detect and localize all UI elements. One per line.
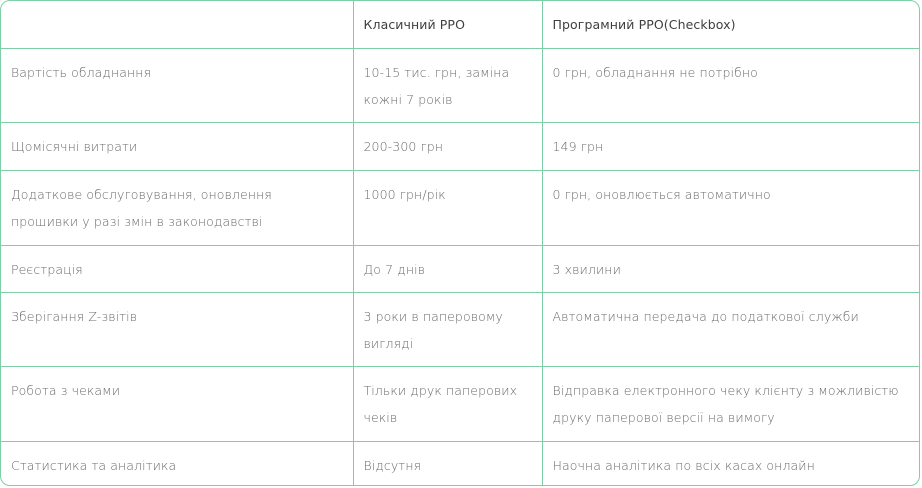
table-row bbox=[1, 292, 920, 366]
classic-value: 1000 грн/рік bbox=[353, 170, 542, 245]
classic-value: 10-15 тис. грн, заміна кожні 7 років bbox=[353, 48, 542, 122]
software-value: Наочна аналітика по всіх касах онлайн bbox=[552, 457, 815, 473]
header-classic-rro: Класичний РРО bbox=[353, 1, 542, 48]
row-label: Робота з чеками bbox=[1, 366, 353, 441]
table-row bbox=[1, 48, 920, 122]
row-label: Статистика та аналітика bbox=[1, 441, 353, 486]
header-software-rro: Програмний РРО(Checkbox) bbox=[542, 1, 920, 48]
table-row bbox=[1, 366, 920, 441]
table-row bbox=[1, 170, 920, 245]
row-label: Додаткове обслуговування, оновлення прошивки у разі змін в законодавстві bbox=[1, 170, 353, 245]
software-value: Відправка електронного чеку клієнту з можливістю друку паперової версії на вимогу bbox=[542, 366, 920, 441]
table-row bbox=[1, 245, 920, 292]
software-value: Автоматична передача до податкової служби bbox=[542, 292, 920, 366]
classic-value: Тільки друк паперових чеків bbox=[353, 366, 542, 441]
row-label: Реєстрація bbox=[1, 245, 353, 292]
table-row bbox=[1, 441, 920, 486]
software-value: 0 грн, обладнання не потрібно bbox=[542, 48, 920, 122]
classic-value: 200-300 грн bbox=[353, 122, 542, 170]
classic-value: Відсутня bbox=[353, 441, 542, 486]
row-label: Щомісячні витрати bbox=[1, 122, 353, 170]
classic-value: 3 роки в паперовому вигляді bbox=[353, 292, 542, 366]
row-label: Зберігання Z-звітів bbox=[1, 292, 353, 366]
classic-value: До 7 днів bbox=[353, 245, 542, 292]
table-header-row bbox=[1, 1, 920, 48]
software-value: 0 грн, оновлюється автоматично bbox=[542, 170, 920, 245]
table-row bbox=[1, 122, 920, 170]
header-empty-cell bbox=[1, 1, 353, 48]
software-value: 149 грн bbox=[542, 122, 920, 170]
row-label: Вартість обладнання bbox=[1, 48, 353, 122]
software-value: 3 хвилини bbox=[542, 245, 920, 292]
